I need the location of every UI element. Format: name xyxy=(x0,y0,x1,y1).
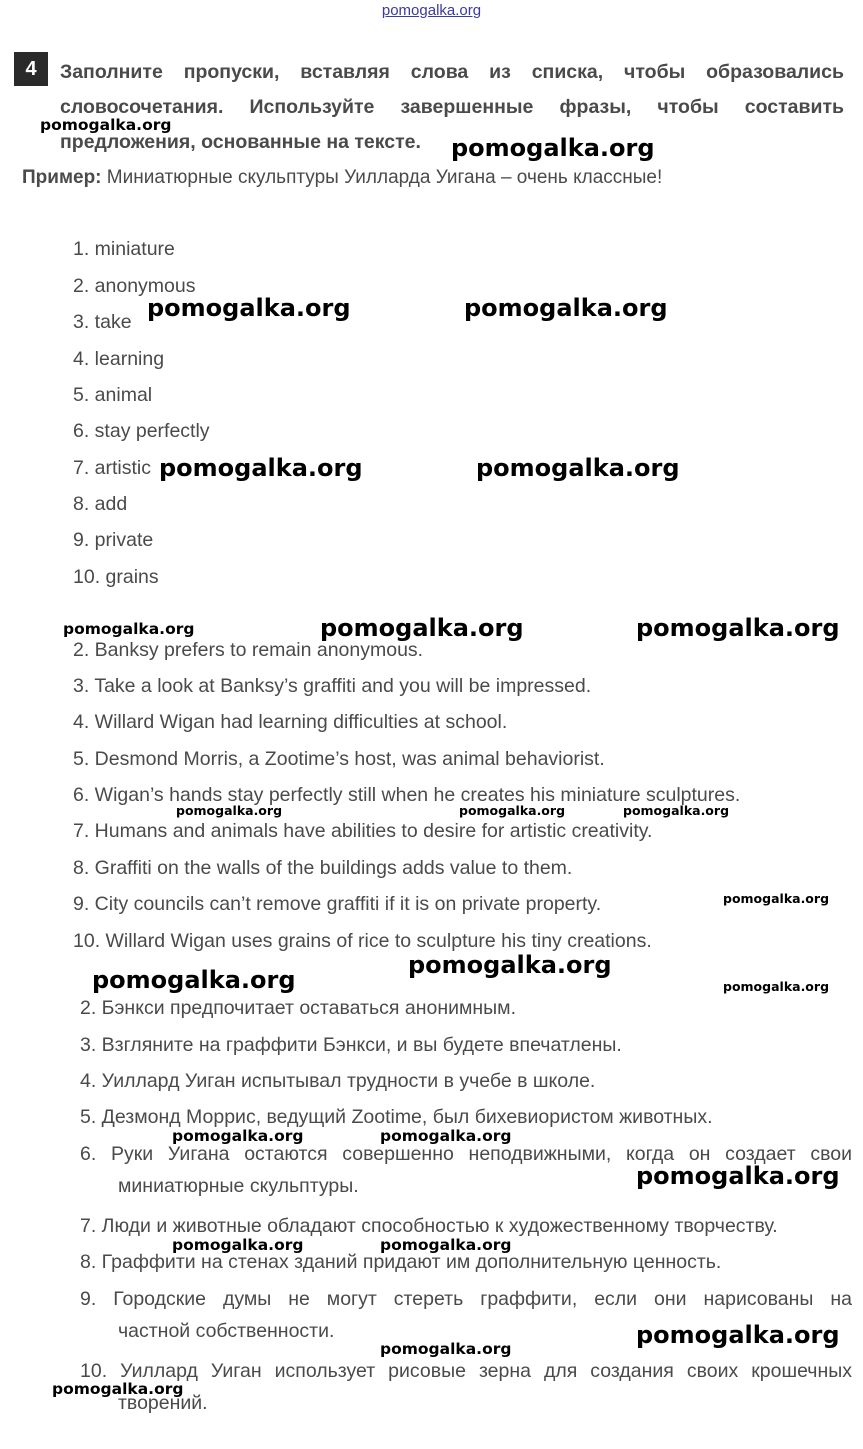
russian-sentence-line: 6. Руки Уигана остаются совершенно неподвижными, когда он создает свои xyxy=(80,1143,852,1165)
watermark: pomogalka.org xyxy=(451,134,655,162)
word-list-item: 5. animal xyxy=(73,384,153,406)
watermark: pomogalka.org xyxy=(636,1162,840,1190)
watermark: pomogalka.org xyxy=(408,951,612,979)
russian-sentence-line: 9. Городские думы не могут стереть граффити, если они нарисованы на xyxy=(80,1288,852,1310)
watermark: pomogalka.org xyxy=(636,1321,840,1349)
russian-sentence xyxy=(80,1360,852,1415)
russian-sentence xyxy=(80,1106,852,1129)
english-sentence: 9. City councils can’t remove graffiti if it is on private property. xyxy=(73,893,602,915)
russian-sentence xyxy=(80,997,852,1020)
example-label: Пример: xyxy=(22,167,102,188)
russian-sentence-continuation: творений. xyxy=(118,1392,208,1414)
word-list-item: 4. learning xyxy=(73,348,165,370)
watermark: pomogalka.org xyxy=(636,614,840,642)
russian-sentence-line: 8. Граффити на стенах зданий придают им дополнительную ценность. xyxy=(80,1251,722,1273)
watermark: pomogalka.org xyxy=(40,116,172,134)
english-sentence: 7. Humans and animals have abilities to desire for artistic creativity. xyxy=(73,820,653,842)
watermark: pomogalka.org xyxy=(380,1340,512,1358)
word-list-item: 10. grains xyxy=(73,566,159,588)
watermark: pomogalka.org xyxy=(723,979,830,994)
english-sentence: 8. Graffiti on the walls of the buildings adds value to them. xyxy=(73,857,573,879)
watermark: pomogalka.org xyxy=(92,966,296,994)
watermark: pomogalka.org xyxy=(476,454,680,482)
russian-sentence-line: 2. Бэнкси предпочитает оставаться анонимным. xyxy=(80,997,516,1019)
task-line: словосочетания. Используйте завершенные фразы, чтобы составить xyxy=(60,96,844,118)
russian-sentence xyxy=(80,1215,852,1238)
watermark: pomogalka.org xyxy=(320,614,524,642)
word-list-item: 9. private xyxy=(73,529,154,551)
russian-sentence-line: 10. Уиллард Уиган использует рисовые зерна для создания своих крошечных xyxy=(80,1360,852,1382)
russian-sentence-continuation: частной собственности. xyxy=(118,1320,335,1342)
word-list-item: 3. take xyxy=(73,311,132,333)
watermark: pomogalka.org xyxy=(159,454,363,482)
word-list-item: 6. stay perfectly xyxy=(73,420,210,442)
example-text: Миниатюрные скульптуры Уилларда Уигана – очень классные! xyxy=(106,167,663,188)
watermark: pomogalka.org xyxy=(380,1236,512,1254)
word-list-item: 1. miniature xyxy=(73,238,175,260)
task-line: предложения, основанные на тексте. xyxy=(60,131,421,153)
task-line: Заполните пропуски, вставляя слова из списка, чтобы образовались xyxy=(60,61,844,83)
watermark: pomogalka.org xyxy=(176,803,283,818)
russian-sentence xyxy=(80,1070,852,1093)
task-number-badge: 4 xyxy=(14,52,48,86)
watermark: pomogalka.org xyxy=(172,1127,304,1145)
english-sentence: 5. Desmond Morris, a Zootime’s host, was animal behaviorist. xyxy=(73,748,605,770)
russian-sentence xyxy=(80,1034,852,1057)
english-sentence: 6. Wigan’s hands stay perfectly still when he creates his miniature sculptures. xyxy=(73,784,741,806)
site-link[interactable]: pomogalka.org xyxy=(381,2,482,19)
russian-sentence xyxy=(80,1251,852,1274)
watermark: pomogalka.org xyxy=(147,294,351,322)
english-sentence: 10. Willard Wigan uses grains of rice to sculpture his tiny creations. xyxy=(73,930,652,952)
russian-sentence-continuation: миниатюрные скульптуры. xyxy=(118,1175,359,1197)
english-sentence: 2. Banksy prefers to remain anonymous. xyxy=(73,639,424,661)
english-sentence: 3. Take a look at Banksy’s graffiti and you will be impressed. xyxy=(73,675,592,697)
russian-sentence-line: 7. Люди и животные обладают способностью к художественному творчеству. xyxy=(80,1215,778,1237)
watermark: pomogalka.org xyxy=(464,294,668,322)
watermark: pomogalka.org xyxy=(623,803,730,818)
watermark: pomogalka.org xyxy=(459,803,566,818)
word-list-item: 2. anonymous xyxy=(73,275,196,297)
word-list-item: 8. add xyxy=(73,493,128,515)
word-list-item: 7. artistic xyxy=(73,457,152,479)
russian-sentence-line: 5. Дезмонд Моррис, ведущий Zootime, был бихевиористом животных. xyxy=(80,1106,713,1128)
russian-sentence-line: 4. Уиллард Уиган испытывал трудности в учебе в школе. xyxy=(80,1070,596,1092)
watermark: pomogalka.org xyxy=(723,891,830,906)
watermark: pomogalka.org xyxy=(52,1380,184,1398)
watermark: pomogalka.org xyxy=(172,1236,304,1254)
russian-sentence-line: 3. Взгляните на граффити Бэнкси, и вы будете впечатлены. xyxy=(80,1034,622,1056)
watermark: pomogalka.org xyxy=(63,620,195,638)
watermark: pomogalka.org xyxy=(380,1127,512,1145)
english-sentence: 4. Willard Wigan had learning difficulties at school. xyxy=(73,711,508,733)
